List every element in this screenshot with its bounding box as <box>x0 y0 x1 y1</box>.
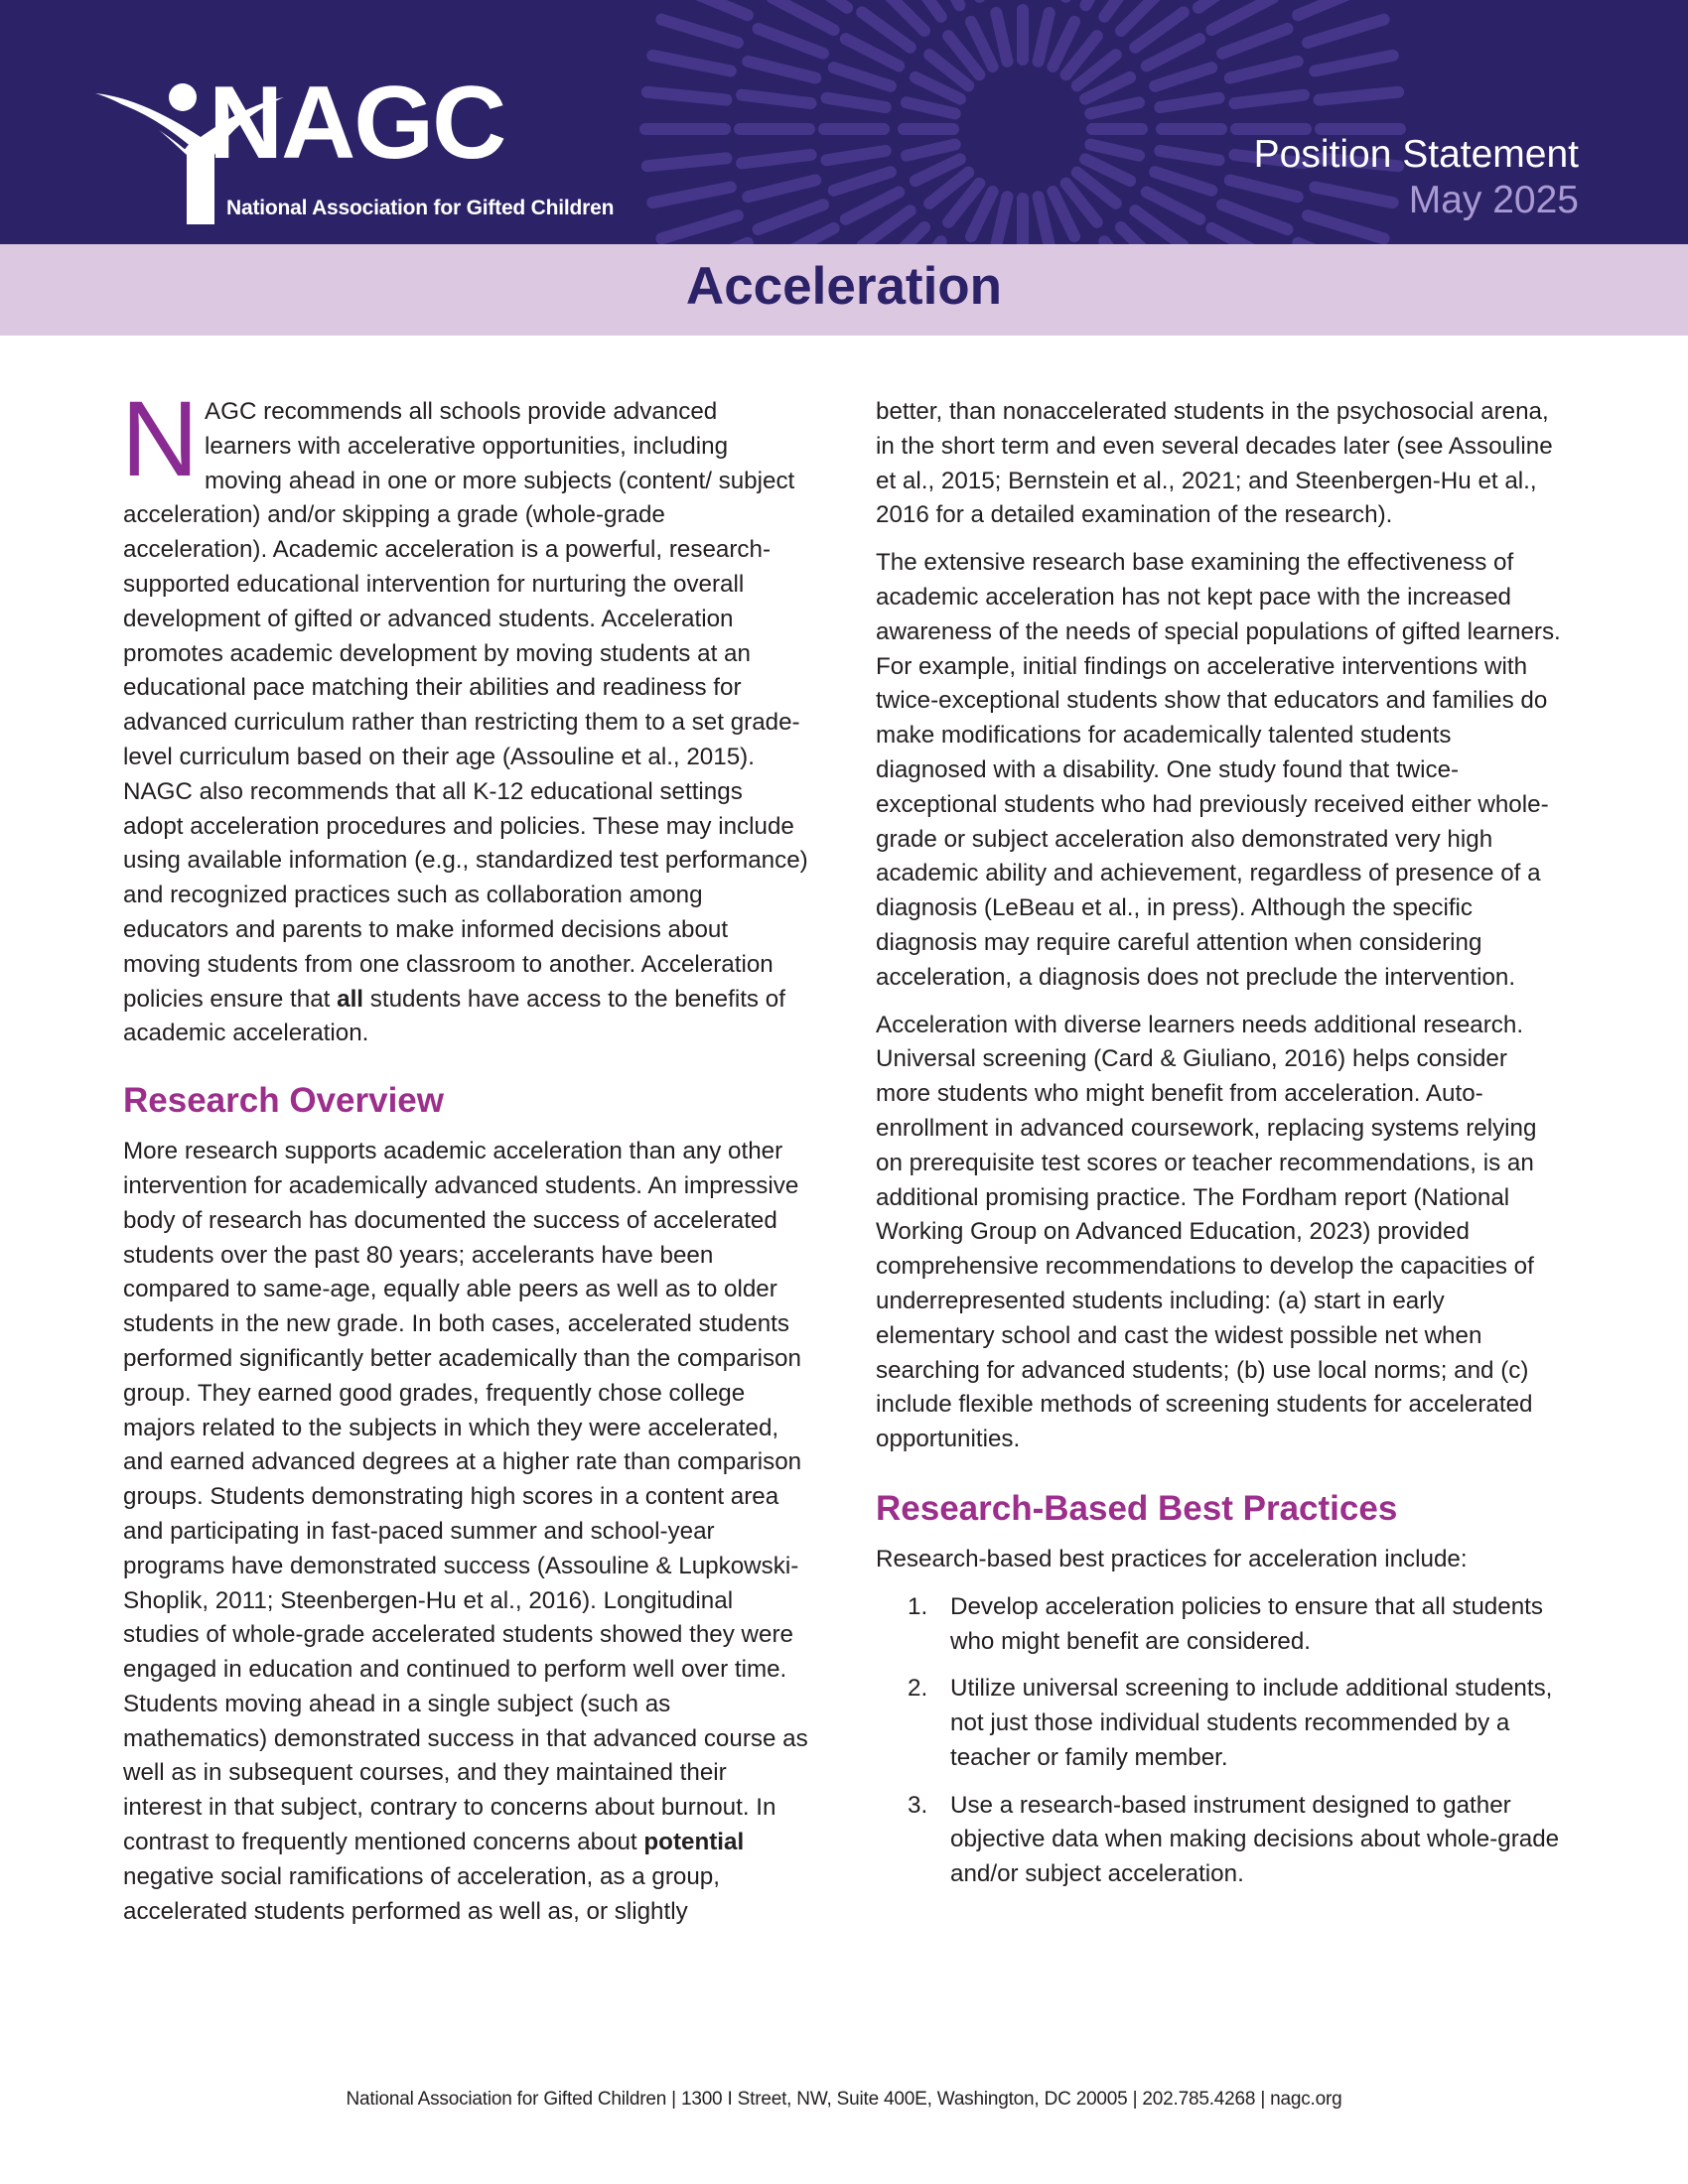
ray-line <box>1090 102 1139 113</box>
ray-line <box>759 205 823 229</box>
ray-line <box>647 158 727 166</box>
logo-subtitle: National Association for Gifted Children <box>226 197 615 219</box>
ray-line <box>647 92 727 100</box>
ray-line <box>742 155 810 163</box>
research-overview-paragraph-2: The extensive research base examining the effectiveness of academic acceleration has not kept pace with the increased awareness of the needs of special populations of gifted learners. For example, initial findings on accelerative interventions with twice-exceptional students show that educators and families do make modifications for academically talented students diagnosed with a disability. One study found that twice-exceptional students who had previously received either whole-grade or subject acceleration also demonstrated very high academic ability and achievement, regardless of presence of a diagnosis (LeBeau et al., in press). Although the specific diagnosis may require careful attention when considering acceleration, a diagnosis does not preclude the intervention. <box>876 549 1561 991</box>
ray-line <box>1160 151 1218 160</box>
ray-line <box>846 39 899 66</box>
list-number: 2. <box>908 1675 928 1703</box>
drop-cap: N <box>121 378 199 498</box>
best-practices-heading: Research-Based Best Practices <box>876 1488 1398 1528</box>
ray-line <box>1135 210 1184 244</box>
ray-line <box>1298 0 1371 15</box>
header-banner <box>0 0 1688 244</box>
intro-paragraph <box>121 378 808 1051</box>
ray-line <box>748 180 815 197</box>
doc-date: May 2025 <box>1408 179 1579 222</box>
best-practices-list <box>876 1590 1561 1892</box>
ray-line <box>773 0 834 30</box>
ro-text-2-right: better, than nonaccelerated students in the psychosocial arena, in the short term and even several decades later (see Assouline et al., 2015; Bernstein et al., 2021; and Steenbergen-Hu et al., 2016 for a detailed examination of the research). <box>876 398 1553 529</box>
intro-bold: all <box>337 985 364 1013</box>
ray-line <box>1320 92 1399 100</box>
ray-line <box>1234 95 1303 103</box>
document-type-block <box>1254 132 1579 223</box>
ro-text-1: More research supports academic acceleration than any other intervention for academically advanced students. An impressive body of research has documented the success of accelerated students over the past 80 years; accelerants have been compared to same-age, equally able peers as well as to older students in the new grade. In both cases, accelerated students performed significantly better academically than the comparison group. They earned good grades, frequently chose college majors related to the subjects in which they were accelerated, and earned advanced degrees at a higher rate than comparison groups. Students demonstrating high scores in a content area and participating in fast-paced summer and school-year programs have demonstrated success (Assouline & Lupkowski-Shoplik, 2011; Steenbergen-Hu et al., 2016). Longitudinal studies of whole-grade accelerated students showed they were engaged in education and continued to perform well over time. Students moving ahead in a single subject (such as mathematics) demonstrated success in that advanced course as well as in subsequent courses, and they maintained their interest in that subject, contrary to concerns about burnout. In contrast to frequently mentioned concerns about <box>123 1138 808 1856</box>
doc-type: Position Statement <box>1253 133 1579 176</box>
research-overview-heading: Research Overview <box>123 1081 444 1121</box>
page-title: Acceleration <box>685 257 1003 316</box>
best-practice-item <box>876 1672 1561 1775</box>
ray-line <box>1147 193 1199 219</box>
ray-line <box>1090 145 1139 156</box>
ray-line <box>907 145 955 156</box>
ray-line <box>834 172 891 191</box>
ray-line <box>1039 13 1050 62</box>
ray-line <box>661 215 738 238</box>
ray-line <box>1160 98 1218 107</box>
ro-bold: potential <box>643 1829 745 1856</box>
ray-line <box>1155 172 1211 191</box>
logo-wordmark: NAGC <box>209 66 505 181</box>
list-item-text: Use a research-based instrument designed to gather objective data when making decisions about whole-grade and/or subject acceleration. <box>950 1791 1560 1888</box>
list-number: 3. <box>908 1791 928 1819</box>
ray-line <box>862 210 911 244</box>
best-practice-item <box>876 1590 1561 1660</box>
best-practice-item <box>876 1789 1561 1892</box>
research-overview-paragraph-1-cont <box>876 395 1561 533</box>
ro-text-2-left: negative social ramifications of acceleration, as a group, accelerated students performed as well as, or slightly <box>123 1862 720 1925</box>
ray-line <box>652 56 730 71</box>
ray-line <box>1315 56 1392 71</box>
ray-line <box>773 228 834 244</box>
footer-contact: National Association for Gifted Children | 1300 I Street, NW, Suite 400E, Washington, DC 20005 | 202.785.4268 | nagc.org <box>346 2089 1342 2110</box>
ray-line <box>674 0 748 15</box>
ray-line <box>1155 68 1211 86</box>
ray-line <box>1147 39 1199 66</box>
ray-line <box>652 188 730 204</box>
ray-line <box>1308 20 1384 43</box>
ray-line <box>759 29 823 54</box>
ray-line <box>907 102 955 113</box>
research-overview-paragraph-1 <box>123 1135 808 1929</box>
ray-line <box>1039 197 1050 244</box>
intro-text-2: students have access to the benefits of academic acceleration. <box>123 985 785 1047</box>
ray-line <box>826 151 885 160</box>
ray-line <box>996 197 1007 244</box>
list-number: 1. <box>908 1592 928 1620</box>
intro-text-1: AGC recommends all schools provide advanced learners with accelerative opportunities, including moving ahead in one or more subjects (content/ subject acceleration) and/or skipping a grade (whole-grade acceleration). Academic acceleration is a powerful, research-supported educational intervention for nurturing the overall development of gifted or advanced students. Acceleration promotes academic development by moving students at an educational pace matching their abilities and readiness for advanced curriculum rather than restricting them to a set grade-level curriculum based on their age (Assouline et al., 2015). NAGC also recommends that all K-12 educational settings adopt acceleration procedures and policies. These may include using available information (e.g., standardized test performance) and recognized practices such as collaboration among educators and parents to make informed decisions about moving students from one classroom to another. Acceleration policies ensure that <box>123 398 808 1013</box>
research-overview-paragraph-3: Acceleration with diverse learners needs additional research. Universal screening (Card & Giuliano, 2016) helps consider more students who might benefit from acceleration. Auto-enrollment in advanced coursework, replacing systems relying on prerequisite test scores or teacher recommendations, is an additional promising practice. The Fordham report (National Working Group on Advanced Education, 2023) provided comprehensive recommendations to develop the capacities of underrepresented students including: (a) start in early elementary school and cast the widest possible net when searching for advanced students; (b) use local norms; and (c) include flexible methods of screening students for accelerated opportunities. <box>876 1011 1537 1453</box>
ray-line <box>834 68 891 86</box>
ray-line <box>1211 0 1273 30</box>
ray-line <box>742 95 810 103</box>
list-item-text: Develop acceleration policies to ensure that all students who might benefit are considered. <box>950 1592 1543 1655</box>
ray-line <box>1230 62 1298 78</box>
ray-line <box>996 13 1007 62</box>
left-column <box>121 378 808 1929</box>
ray-line <box>826 98 885 107</box>
list-item-text: Utilize universal screening to include additional students, not just those individual students recommended by a teacher or family member. <box>950 1675 1553 1771</box>
ray-line <box>1211 228 1273 244</box>
ray-line <box>846 193 899 219</box>
ray-line <box>1222 29 1287 54</box>
right-column <box>876 395 1561 1905</box>
ray-line <box>748 62 815 78</box>
ray-line <box>661 20 738 43</box>
best-practices-intro: Research-based best practices for acceleration include: <box>876 1545 1468 1572</box>
